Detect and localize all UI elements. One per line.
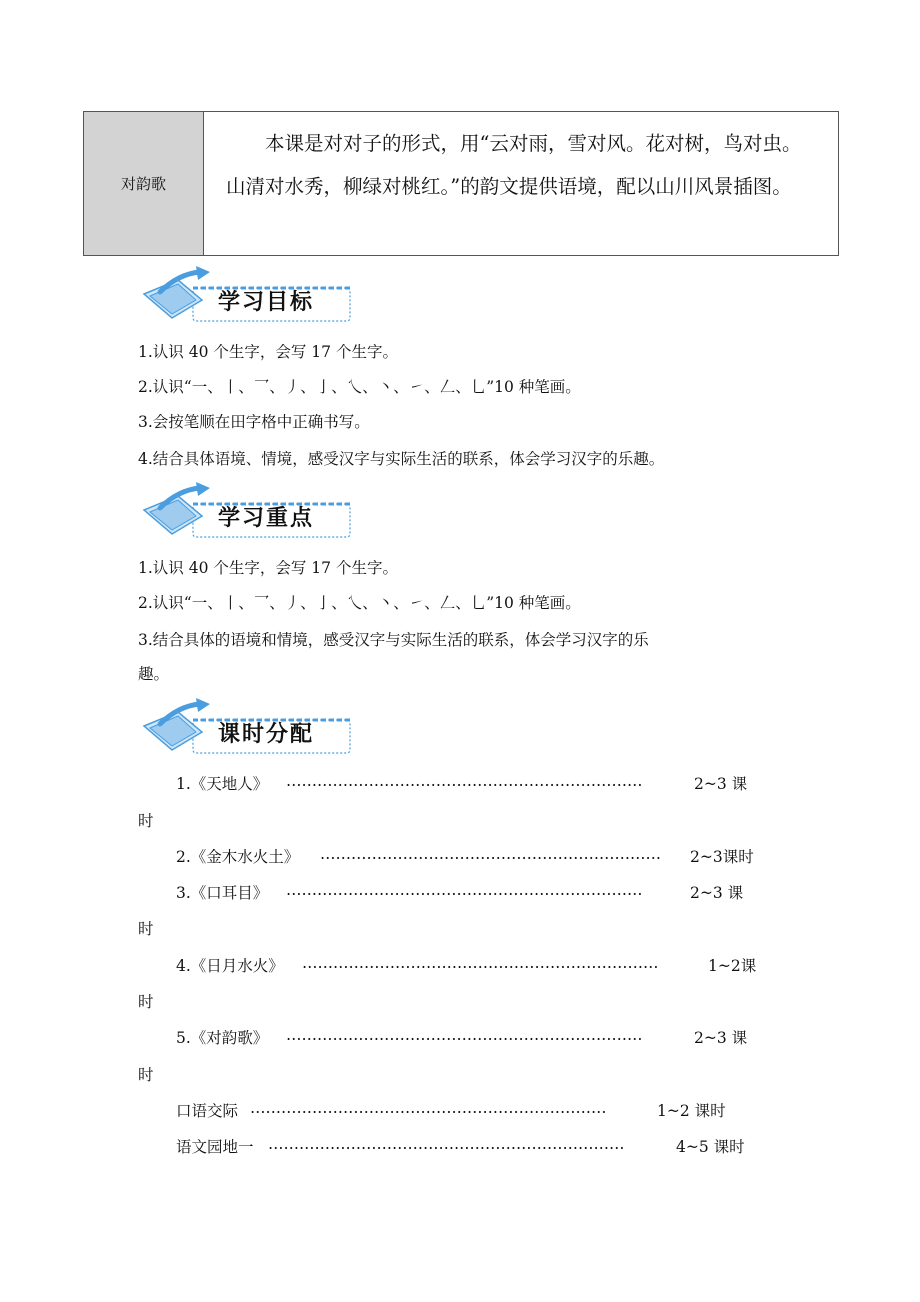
lesson-name-cell: 对韵歌 [84, 112, 204, 255]
schedule-item-name: 4.《日月水火》 [176, 957, 284, 975]
goal-item-2: 2.认识“一、丨、乛、丿、亅、乀、丶、㇀、𠃋、乚”10 种笔画。 [138, 378, 581, 396]
goal-item-4: 4.结合具体语境、情境，感受汉字与实际生活的联系，体会学习汉字的乐趣。 [138, 450, 665, 468]
schedule-item-hours: 2~3 课 [694, 1029, 748, 1047]
lesson-table [83, 111, 839, 256]
schedule-item-hours: 2~3 课 [690, 884, 744, 902]
leader-dots: ………………………………………………………… [320, 845, 661, 863]
schedule-item-wrap: 时 [138, 920, 154, 938]
key-item-2: 2.认识“一、丨、乛、丿、亅、乀、丶、㇀、𠃋、乚”10 种笔画。 [138, 594, 581, 612]
schedule-item-name: 2.《金木水火土》 [176, 848, 300, 866]
key-item-3: 3.结合具体的语境和情境，感受汉字与实际生活的联系，体会学习汉字的乐 [138, 631, 649, 649]
lesson-description-cell: 本课是对对子的形式，用“云对雨，雪对风。花对树，鸟对虫。山清对水秀，柳绿对桃红。”的韵文提供语境，配以山川风景插图。 [226, 132, 802, 198]
schedule-item-hours: 4~5 课时 [676, 1138, 745, 1156]
section-header-key-points [138, 482, 353, 542]
leader-dots: …………………………………………………………… [268, 1135, 625, 1153]
key-item-3-wrap: 趣。 [138, 665, 170, 683]
goal-item-1: 1.认识 40 个生字，会写 17 个生字。 [138, 343, 398, 361]
section-header-schedule [138, 698, 353, 758]
section-title: 学习重点 [218, 506, 315, 531]
schedule-item-hours: 2~3课时 [690, 848, 754, 866]
schedule-item-name: 语文园地一 [176, 1138, 254, 1156]
leader-dots: …………………………………………………………… [302, 954, 659, 972]
goal-item-3: 3.会按笔顺在田字格中正确书写。 [138, 413, 370, 431]
leader-dots: …………………………………………………………… [286, 772, 643, 790]
schedule-item-wrap: 时 [138, 1066, 154, 1084]
schedule-item-name: 5.《对韵歌》 [176, 1029, 269, 1047]
key-item-1: 1.认识 40 个生字，会写 17 个生字。 [138, 559, 398, 577]
section-header-goals [138, 266, 353, 326]
schedule-item-name: 1.《天地人》 [176, 775, 269, 793]
schedule-item-wrap: 时 [138, 993, 154, 1011]
section-title: 课时分配 [218, 722, 315, 747]
schedule-item-name: 3.《口耳目》 [176, 884, 269, 902]
leader-dots: …………………………………………………………… [250, 1099, 607, 1117]
leader-dots: …………………………………………………………… [286, 881, 643, 899]
schedule-item-wrap: 时 [138, 812, 154, 830]
schedule-item-name: 口语交际 [176, 1102, 239, 1120]
schedule-item-hours: 1~2 课时 [657, 1102, 726, 1120]
section-title: 学习目标 [218, 290, 315, 315]
schedule-item-hours: 1~2课 [708, 957, 757, 975]
schedule-item-hours: 2~3 课 [694, 775, 748, 793]
leader-dots: …………………………………………………………… [286, 1026, 643, 1044]
